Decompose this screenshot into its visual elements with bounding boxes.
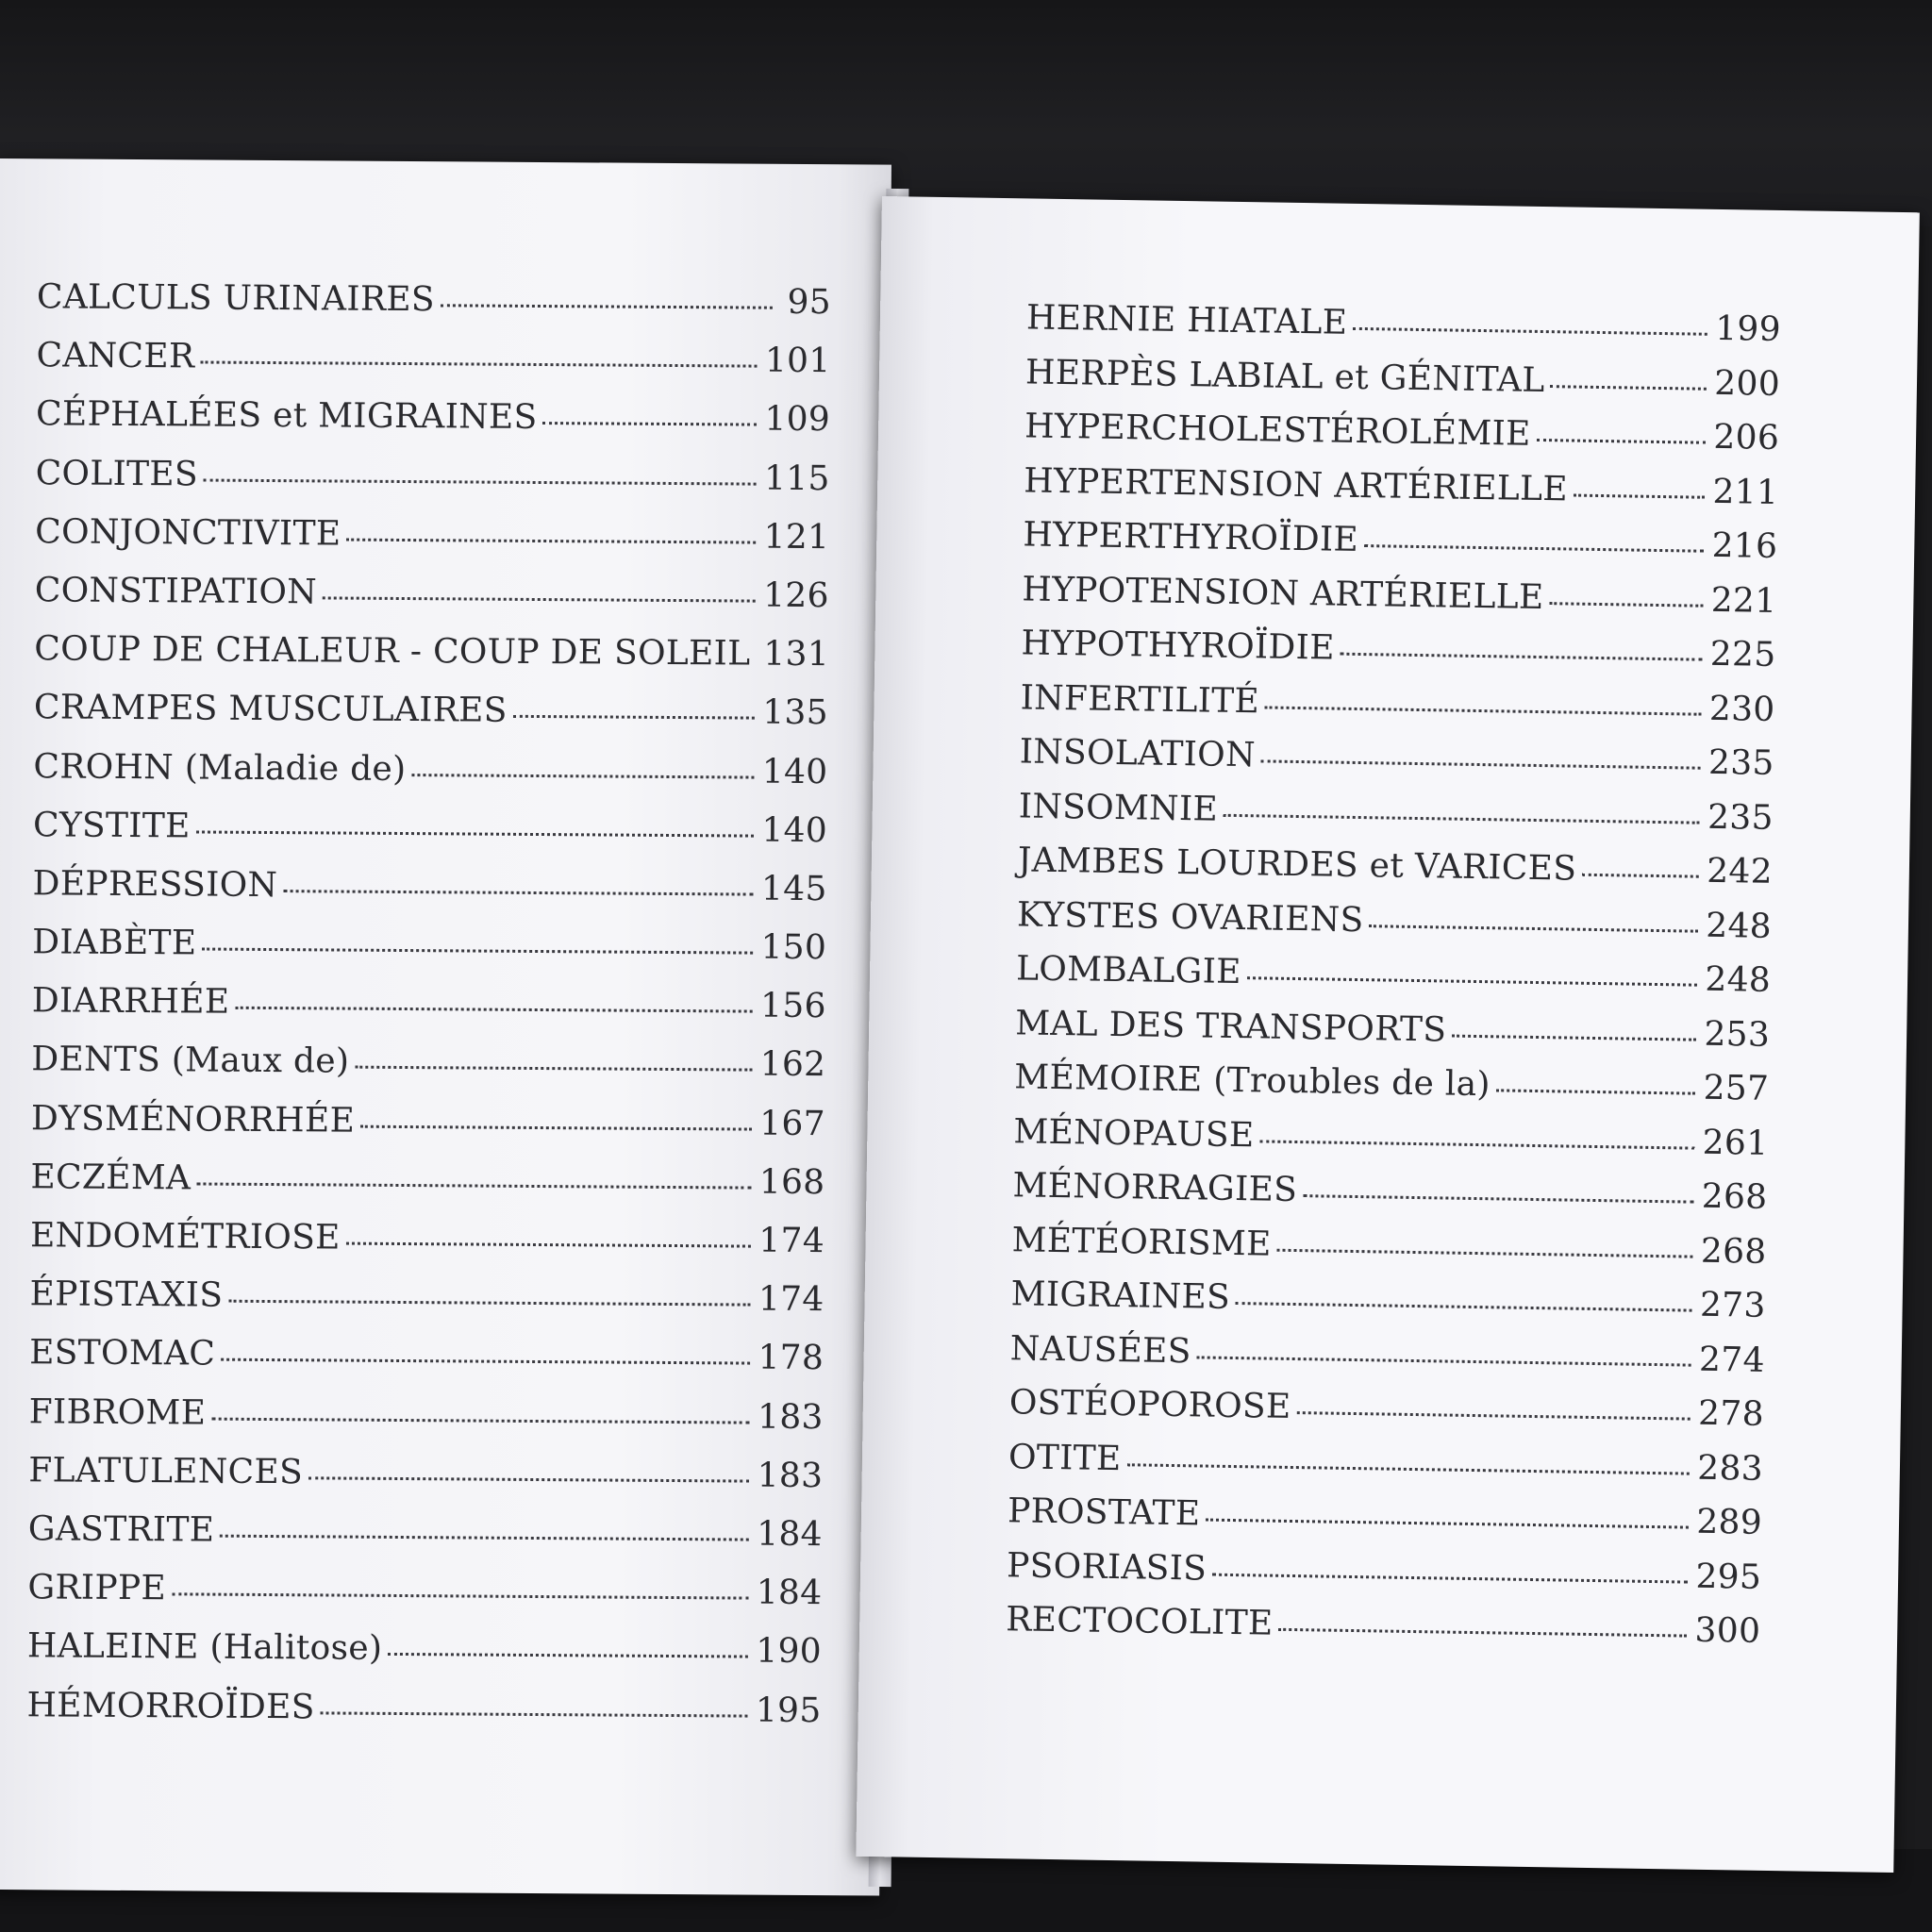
- toc-entry: [28, 1451, 823, 1515]
- dot-leader: [1247, 976, 1698, 987]
- dot-leader: [1126, 1463, 1690, 1474]
- toc-entry-label: NAUSÉES: [1009, 1328, 1191, 1371]
- toc-entry-page-number: 101: [764, 341, 831, 381]
- toc-entry: [37, 277, 831, 341]
- toc-entry-page-number: 150: [760, 927, 827, 968]
- toc-entry-label: MÉNOPAUSE: [1013, 1111, 1255, 1155]
- dot-leader: [200, 361, 758, 368]
- dot-leader: [1265, 706, 1702, 715]
- toc-entry-label: ÉPISTAXIS: [29, 1274, 224, 1315]
- dot-leader: [1341, 653, 1703, 661]
- toc-entry-label: CROHN (Maladie de): [33, 746, 407, 789]
- toc-entry-page-number: 253: [1704, 1014, 1771, 1055]
- dot-leader: [308, 1476, 750, 1482]
- toc-entry-label: CYSTITE: [32, 805, 191, 846]
- dot-leader: [1550, 385, 1707, 391]
- dot-leader: [1537, 439, 1707, 444]
- toc-entry: [29, 1274, 824, 1339]
- toc-entry-label: CONSTIPATION: [34, 571, 318, 612]
- toc-entry: [27, 1627, 822, 1691]
- toc-entry-page-number: 126: [763, 575, 829, 616]
- toc-entry: [26, 1686, 821, 1750]
- toc-entry-label: CANCER: [36, 336, 195, 376]
- dot-leader: [283, 890, 754, 895]
- toc-entry-label: CRAMPES MUSCULAIRES: [33, 688, 508, 731]
- toc-entry-page-number: 261: [1702, 1123, 1769, 1163]
- toc-entry: [35, 571, 829, 635]
- toc-entry-label: DENTS (Maux de): [31, 1040, 350, 1082]
- toc-entry-label: PSORIASIS: [1006, 1545, 1208, 1589]
- toc-entry-page-number: 211: [1712, 472, 1779, 512]
- toc-entry-page-number: 289: [1696, 1502, 1763, 1542]
- dot-leader: [221, 1358, 750, 1365]
- toc-entry-label: FIBROME: [28, 1391, 207, 1433]
- toc-entry-page-number: 195: [755, 1690, 822, 1730]
- toc-entry-page-number: 131: [763, 634, 830, 675]
- toc-entry-label: ENDOMÉTRIOSE: [29, 1216, 341, 1257]
- toc-entry-label: COLITES: [35, 453, 199, 494]
- dot-leader: [235, 1007, 753, 1013]
- toc-entry-page-number: 200: [1714, 363, 1781, 404]
- toc-entry-page-number: 230: [1708, 689, 1775, 729]
- toc-entry-label: ECZÉMA: [30, 1158, 192, 1198]
- toc-entry: [34, 629, 828, 693]
- toc-entry-page-number: 300: [1694, 1610, 1761, 1651]
- dot-leader: [1261, 759, 1701, 769]
- dot-leader: [1452, 1034, 1696, 1041]
- toc-entry: [28, 1509, 823, 1574]
- dot-leader: [196, 830, 755, 837]
- toc-entry-page-number: 273: [1699, 1285, 1766, 1325]
- toc-entry-page-number: 95: [787, 282, 832, 323]
- toc-entry-page-number: 206: [1713, 417, 1780, 458]
- left-page: [0, 158, 891, 1896]
- toc-entry-page-number: 135: [762, 692, 829, 733]
- toc-entry: [33, 806, 827, 870]
- toc-entry-label: ESTOMAC: [29, 1333, 216, 1374]
- toc-entry-label: KYSTES OVARIENS: [1016, 894, 1364, 940]
- dot-leader: [321, 1711, 748, 1717]
- toc-entry-label: MÉTÉORISME: [1011, 1220, 1273, 1264]
- toc-entry-page-number: 167: [759, 1104, 826, 1143]
- dot-leader: [1224, 813, 1700, 824]
- toc-entry: [36, 336, 830, 400]
- toc-entry-label: HYPOTENSION ARTÉRIELLE: [1022, 569, 1544, 617]
- dot-leader: [202, 948, 753, 955]
- dot-leader: [1236, 1302, 1692, 1312]
- toc-entry: [35, 454, 829, 518]
- toc-entry-label: MAL DES TRANSPORTS: [1014, 1003, 1447, 1050]
- toc-entry-page-number: 235: [1707, 797, 1774, 838]
- toc-entry-page-number: 257: [1703, 1068, 1770, 1108]
- toc-entry-label: LOMBALGIE: [1015, 949, 1242, 992]
- toc-entry: [28, 1392, 823, 1457]
- toc-entry-label: DYSMÉNORRHÉE: [30, 1098, 356, 1141]
- dot-leader: [1364, 544, 1705, 553]
- dot-leader: [1278, 1628, 1687, 1638]
- toc-entry: [31, 1099, 825, 1163]
- toc-entry-page-number: 140: [761, 810, 828, 850]
- dot-leader: [1277, 1248, 1693, 1257]
- toc-entry-label: DÉPRESSION: [32, 864, 278, 905]
- toc-entry-page-number: 235: [1707, 742, 1774, 783]
- toc-entry-page-number: 278: [1697, 1393, 1765, 1434]
- toc-entry-label: HYPOTHYROÏDIE: [1021, 624, 1336, 668]
- toc-entry-page-number: 168: [758, 1162, 825, 1202]
- dot-leader: [1582, 874, 1699, 878]
- toc-entry: [1006, 1600, 1761, 1666]
- dot-leader: [346, 538, 756, 543]
- dot-leader: [441, 304, 773, 308]
- toc-entry-label: MÉNORRAGIES: [1012, 1166, 1298, 1210]
- toc-entry-label: MÉMOIRE (Troubles de la): [1014, 1058, 1491, 1105]
- toc-entry-page-number: 268: [1700, 1231, 1767, 1272]
- toc-entry-page-number: 295: [1695, 1557, 1762, 1597]
- dot-leader: [1549, 602, 1703, 608]
- toc-entry-label: CALCULS URINAIRES: [36, 277, 435, 320]
- toc-entry-page-number: 199: [1714, 308, 1782, 349]
- toc-entry-label: INFERTILITÉ: [1020, 677, 1260, 721]
- dot-leader: [1303, 1194, 1694, 1204]
- toc-entry-label: DIARRHÉE: [31, 981, 230, 1022]
- toc-entry-page-number: 274: [1698, 1340, 1766, 1380]
- dot-leader: [1197, 1356, 1692, 1366]
- dot-leader: [220, 1535, 749, 1541]
- dot-leader: [211, 1417, 750, 1424]
- toc-entry-page-number: 216: [1711, 525, 1778, 566]
- dot-leader: [1206, 1519, 1689, 1529]
- toc-entry: [31, 1041, 825, 1105]
- toc-entry: [32, 864, 826, 928]
- toc-entry-page-number: 174: [758, 1221, 825, 1261]
- dot-leader: [323, 596, 756, 602]
- right-page: [856, 196, 1920, 1873]
- dot-leader: [228, 1300, 751, 1307]
- toc-entry-page-number: 248: [1706, 906, 1773, 946]
- dot-leader: [411, 774, 754, 779]
- toc-entry-label: GASTRITE: [27, 1509, 215, 1550]
- toc-entry-label: HÉMORROÏDES: [26, 1685, 315, 1726]
- toc-entry: [30, 1158, 824, 1222]
- toc-entry-page-number: 221: [1710, 580, 1777, 621]
- dot-leader: [513, 715, 756, 720]
- toc-entry-label: CÉPHALÉES et MIGRAINES: [35, 394, 538, 438]
- toc-entry-page-number: 184: [757, 1514, 823, 1555]
- toc-entry-label: OSTÉOPOROSE: [1008, 1383, 1291, 1426]
- toc-entry-label: HYPERTENSION ARTÉRIELLE: [1023, 460, 1569, 508]
- toc-entry-page-number: 242: [1706, 851, 1774, 891]
- toc-entry-label: HYPERTHYROÏDIE: [1023, 515, 1359, 559]
- toc-entry-label: PROSTATE: [1007, 1491, 1201, 1534]
- dot-leader: [355, 1066, 752, 1072]
- toc-entry-label: INSOLATION: [1019, 732, 1257, 775]
- dot-leader: [1212, 1573, 1688, 1583]
- toc-entry: [29, 1334, 824, 1398]
- toc-entry: [32, 923, 826, 987]
- toc-entry-page-number: 156: [759, 986, 826, 1026]
- toc-entry-label: JAMBES LOURDES et VARICES: [1017, 841, 1577, 889]
- toc-entry-label: COUP DE CHALEUR - COUP DE SOLEIL: [34, 629, 751, 674]
- dot-leader: [1259, 1140, 1694, 1149]
- right-toc-list: [1006, 298, 1781, 1666]
- toc-entry-page-number: 283: [1696, 1448, 1764, 1489]
- toc-entry-label: FLATULENCES: [28, 1450, 304, 1492]
- toc-entry-label: HALEINE (Halitose): [26, 1626, 383, 1669]
- toc-entry-label: HERNIE HIATALE: [1025, 298, 1348, 342]
- toc-entry-label: HYPERCHOLESTÉROLÉMIE: [1024, 407, 1531, 454]
- left-toc-list: [26, 277, 831, 1750]
- toc-entry-page-number: 109: [764, 400, 831, 440]
- dot-leader: [1369, 924, 1698, 932]
- toc-entry: [31, 982, 825, 1046]
- dot-leader: [388, 1653, 748, 1658]
- toc-entry-label: MIGRAINES: [1010, 1274, 1231, 1317]
- dot-leader: [172, 1592, 749, 1599]
- toc-entry-page-number: 162: [759, 1045, 826, 1085]
- toc-entry-label: GRIPPE: [27, 1568, 167, 1608]
- toc-entry-page-number: 268: [1701, 1176, 1768, 1217]
- toc-entry-label: RECTOCOLITE: [1005, 1600, 1274, 1643]
- dot-leader: [1296, 1411, 1690, 1421]
- toc-entry-page-number: 183: [757, 1456, 824, 1495]
- dot-leader: [346, 1242, 752, 1248]
- dot-leader: [542, 422, 757, 426]
- toc-entry-label: CONJONCTIVITE: [35, 512, 341, 554]
- dot-leader: [1353, 327, 1707, 336]
- toc-entry: [30, 1216, 824, 1280]
- toc-entry: [33, 747, 827, 811]
- toc-entry-label: DIABÈTE: [32, 923, 197, 963]
- toc-entry-page-number: 184: [756, 1573, 823, 1613]
- toc-entry-page-number: 115: [763, 458, 830, 498]
- dot-leader: [1574, 493, 1706, 498]
- dot-leader: [360, 1124, 752, 1130]
- dot-leader: [1496, 1089, 1696, 1094]
- dot-leader: [196, 1182, 752, 1189]
- toc-entry: [34, 689, 828, 753]
- toc-entry-page-number: 174: [758, 1279, 824, 1320]
- toc-entry-label: HERPÈS LABIAL et GÉNITAL: [1024, 352, 1545, 400]
- dot-leader: [204, 478, 757, 485]
- toc-entry-label: INSOMNIE: [1018, 786, 1219, 829]
- toc-entry-page-number: 121: [763, 517, 830, 557]
- toc-entry: [27, 1568, 822, 1632]
- toc-entry-page-number: 225: [1709, 634, 1776, 675]
- toc-entry-label: OTITE: [1008, 1437, 1122, 1478]
- toc-entry-page-number: 145: [760, 869, 827, 909]
- toc-entry: [35, 512, 829, 576]
- toc-entry-page-number: 140: [761, 752, 828, 791]
- toc-entry: [36, 395, 830, 459]
- toc-entry-page-number: 178: [758, 1339, 824, 1378]
- toc-entry-page-number: 183: [757, 1397, 824, 1437]
- toc-entry-page-number: 190: [756, 1631, 823, 1672]
- toc-entry-page-number: 248: [1705, 959, 1772, 1000]
